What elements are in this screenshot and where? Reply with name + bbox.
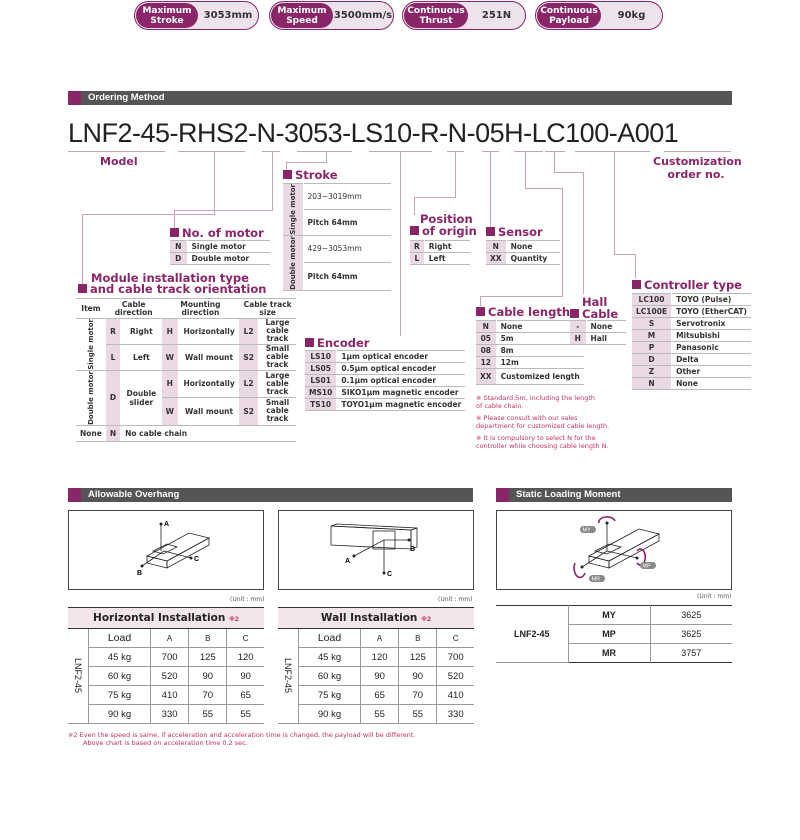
spec-value: 90kg [617,10,646,21]
svg-text:C: C [387,571,393,578]
wall-installation-table: Wall Installation ※2 LNF2-45 Load A B C 45 kg 120 125 700 60 kg 90 90 520 75 kg 65 70 410 90 kg 55 55 330 [278,607,474,724]
moment-axes-icon [497,511,730,585]
cable-note-2: ※ Please consult with our sales department for customized cable length. [476,414,610,430]
svg-text:MR: MR [591,576,601,583]
spec-continuous-payload [535,1,663,30]
cable-length-heading: Cable length [476,306,570,318]
spec-label: Maximum Stroke [136,3,198,28]
encoder-table: LS10 1μm optical encoder LS05 0.5μm optical encoder LS01 0.1μm optical encoder MS10 SIKO1μm magnetic encoder TS10 TOYO1μm magnetic encoder [305,350,465,411]
cable-length-table: N None 05 5m 08 8m 12 12m XX Customized length [476,320,584,385]
stroke-heading: Stroke [283,169,338,181]
sensor-table: N None XX Quantity [486,240,560,265]
spec-label: Maximum Speed [271,3,333,28]
svg-text:C: C [194,556,200,563]
unit-label: (Unit : mm) [438,596,473,603]
spec-max-speed [269,1,394,30]
customization-label: Customization order no. [653,155,742,181]
spec-value: 3500mm/s [333,10,393,21]
svg-text:MY: MY [582,527,591,534]
origin-table: R Right L Left [410,240,470,265]
spec-value: 3053mm [203,10,253,21]
origin-heading: Position of origin [410,213,477,237]
slider-wall-icon [279,511,472,588]
spec-max-stroke [134,1,259,30]
unit-label: (Unit : mm) [230,596,265,603]
module-heading: Module installation type and cable track orientation [78,273,266,295]
controller-table: LC100 TOYO (Pulse) LC100E TOYO (EtherCAT) S Servotronix M Mitsubishi P Panasonic D Delta Z Other N None [632,293,751,390]
wall-overhang-diagram [278,510,474,590]
spec-label: Continuous Payload [537,3,601,28]
static-moment-table: LNF2-45 MY 3625 MP 3625 MR 3757 [496,605,732,663]
module-table: Item Cable direction Mounting direction Cable track size Single motor R Right H Horizontally L2 Large cable track L Left W Wall mount S2 Small cable track Double motor D Double slider H Horizontally L2 Large cable track W Wall mount S2 Small cable track None N No cable chain [76,298,296,442]
horizontal-installation-table: Horizontal Installation ※2 LNF2-45 Load A B C 45 kg 700 125 120 60 kg 520 90 90 75 kg 410 70 65 90 kg 330 55 55 [68,607,264,724]
model-code-string: LNF2-45-RHS2-N-3053-LS10-R-N-05H-LC100-A001 [68,118,679,148]
spec-value: 251N [481,10,512,21]
svg-text:MP: MP [642,563,651,570]
static-loading-moment-header: Static Loading Moment [496,488,732,502]
hall-cable-heading: Hall Cable [570,296,618,320]
horizontal-overhang-diagram [68,510,264,590]
motor-heading: No. of motor [170,227,264,239]
controller-heading: Controller type [632,279,742,291]
cable-note-1: ※ Standard:5m, including the length of cable chain. [476,394,595,410]
svg-text:A: A [345,558,351,565]
overhang-footnote-1: ※2 Even the speed is same, if acceleration and acceleration time is changed, the payload will be different. [68,731,416,739]
spec-label: Continuous Thrust [404,3,468,28]
cable-note-3: ※ It is compulsory to select N for the controller while choosing cable length N. [476,434,609,450]
unit-label: (Unit : mm) [697,593,732,600]
stroke-table: Single motor 203~3019mm Pitch 64mm Double motor 429~3053mm Pitch 64mm [283,183,391,291]
svg-text:A: A [164,521,170,528]
motor-table: N Single motor D Double motor [170,240,270,265]
svg-text:B: B [137,570,143,577]
ordering-method-header: Ordering Method [68,91,732,105]
allowable-overhang-header: Allowable Overhang [68,488,473,502]
svg-text:B: B [410,546,416,553]
encoder-heading: Encoder [305,337,369,349]
spec-continuous-thrust [402,1,526,30]
static-moment-diagram [496,510,732,590]
slider-horizontal-icon [69,511,262,588]
sensor-heading: Sensor [486,226,543,238]
model-label: Model [100,155,138,168]
overhang-footnote-2: Above chart is based on acceleration time 0.2 sec. [83,739,248,747]
hall-cable-table: - None H Hall [570,320,626,345]
